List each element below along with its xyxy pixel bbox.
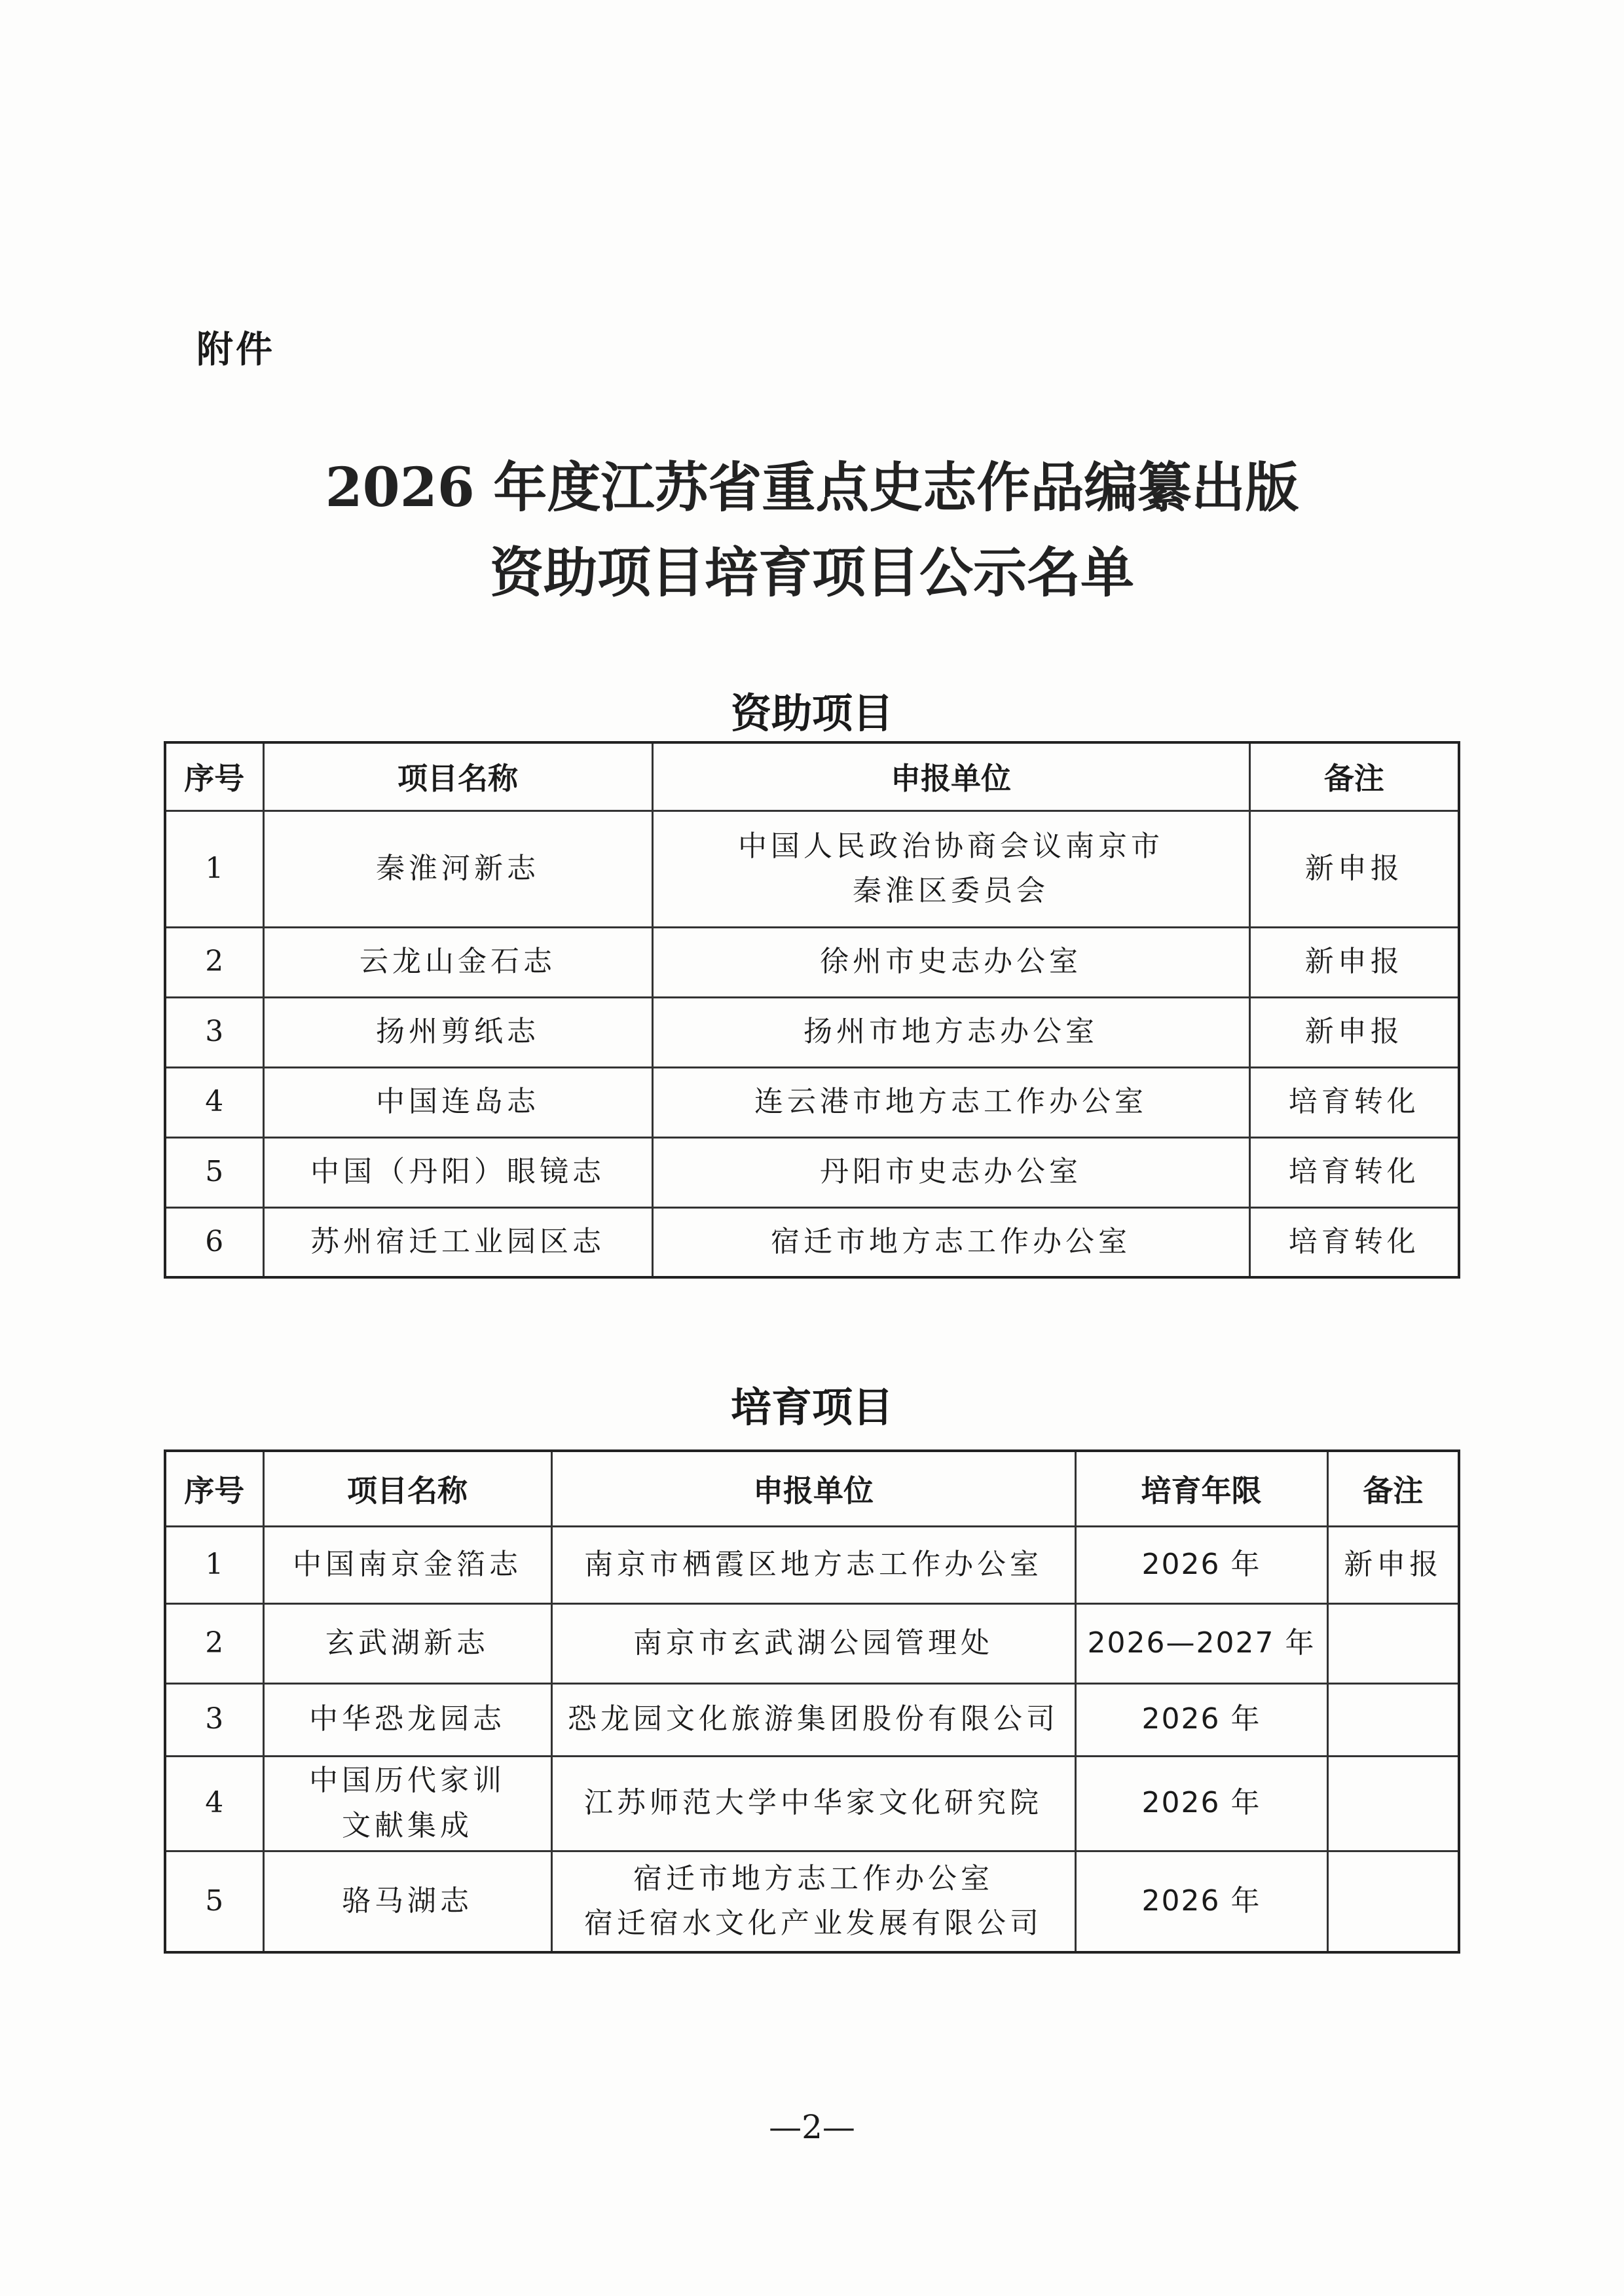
funded-section-title: 资助项目 (730, 689, 893, 737)
cell-unit: 宿迁市地方志工作办公室 (652, 1207, 1249, 1277)
cell-unit: 连云港市地方志工作办公室 (652, 1067, 1249, 1137)
table-header-row (165, 1451, 1459, 1526)
cell-years: 2026 年 (1075, 1526, 1327, 1603)
cell-unit: 南京市玄武湖公园管理处 (551, 1603, 1075, 1683)
cell-seq: 6 (165, 1207, 263, 1277)
cell-name: 玄武湖新志 (263, 1603, 551, 1683)
cell-note: 新申报 (1249, 997, 1459, 1067)
cell-seq: 3 (165, 1683, 263, 1756)
cell-note (1327, 1683, 1459, 1756)
cell-unit: 恐龙园文化旅游集团股份有限公司 (551, 1683, 1075, 1756)
cell-unit: 扬州市地方志办公室 (652, 997, 1249, 1067)
cell-seq: 2 (165, 927, 263, 997)
cell-note: 新申报 (1327, 1526, 1459, 1603)
cell-note: 培育转化 (1249, 1137, 1459, 1207)
cell-name (263, 1756, 551, 1851)
cell-name: 骆马湖志 (263, 1851, 551, 1952)
cell-note: 新申报 (1249, 811, 1459, 927)
table-row (165, 1207, 1459, 1277)
cell-seq: 5 (165, 1851, 263, 1952)
header-name: 项目名称 (263, 1451, 551, 1526)
unit-line: 秦淮区委员会 (853, 874, 1049, 907)
cell-years: 2026 年 (1075, 1851, 1327, 1952)
cultivation-projects-table (164, 1449, 1460, 1954)
document-title-line-2: 资助项目培育项目公示名单 (489, 541, 1134, 604)
cell-name: 中国连岛志 (263, 1067, 652, 1137)
cell-name: 云龙山金石志 (263, 927, 652, 997)
table-row (165, 1683, 1459, 1756)
cell-seq: 3 (165, 997, 263, 1067)
header-unit: 申报单位 (551, 1451, 1075, 1526)
cell-unit: 南京市栖霞区地方志工作办公室 (551, 1526, 1075, 1603)
unit-line: 宿迁市地方志工作办公室 (633, 1862, 993, 1896)
table-row (165, 811, 1459, 927)
cell-note: 培育转化 (1249, 1207, 1459, 1277)
cell-seq: 4 (165, 1756, 263, 1851)
header-name: 项目名称 (263, 742, 652, 811)
table-row (165, 1526, 1459, 1603)
cell-name: 中华恐龙园志 (263, 1683, 551, 1756)
unit-line: 中国人民政治协商会议南京市 (738, 829, 1164, 863)
cell-seq: 4 (165, 1067, 263, 1137)
header-seq: 序号 (165, 1451, 263, 1526)
cell-note (1327, 1756, 1459, 1851)
cultivation-section-title: 培育项目 (730, 1383, 893, 1431)
table-row (165, 997, 1459, 1067)
header-note: 备注 (1327, 1451, 1459, 1526)
cell-seq: 2 (165, 1603, 263, 1683)
cell-years: 2026—2027 年 (1075, 1603, 1327, 1683)
cell-unit (551, 1851, 1075, 1952)
table-row (165, 1603, 1459, 1683)
header-note: 备注 (1249, 742, 1459, 811)
cell-years: 2026 年 (1075, 1756, 1327, 1851)
name-line: 文献集成 (342, 1808, 473, 1842)
cell-years: 2026 年 (1075, 1683, 1327, 1756)
document-title-line-1: 2026 年度江苏省重点史志作品编纂出版 (325, 456, 1299, 519)
funded-projects-table (164, 741, 1460, 1279)
cell-seq: 1 (165, 811, 263, 927)
cell-note (1327, 1851, 1459, 1952)
cell-unit (652, 811, 1249, 927)
cell-note: 培育转化 (1249, 1067, 1459, 1137)
header-years: 培育年限 (1075, 1451, 1327, 1526)
cell-name: 扬州剪纸志 (263, 997, 652, 1067)
table-row (165, 1137, 1459, 1207)
cell-name: 中国南京金箔志 (263, 1526, 551, 1603)
cell-name: 苏州宿迁工业园区志 (263, 1207, 652, 1277)
cell-name: 中国（丹阳）眼镜志 (263, 1137, 652, 1207)
cell-note: 新申报 (1249, 927, 1459, 997)
cell-seq: 5 (165, 1137, 263, 1207)
name-line: 中国历代家训 (309, 1764, 506, 1798)
cell-name: 秦淮河新志 (263, 811, 652, 927)
cell-unit: 江苏师范大学中华家文化研究院 (551, 1756, 1075, 1851)
page-number: —2— (769, 2108, 855, 2146)
cell-unit: 丹阳市史志办公室 (652, 1137, 1249, 1207)
cell-unit: 徐州市史志办公室 (652, 927, 1249, 997)
header-unit: 申报单位 (652, 742, 1249, 811)
header-seq: 序号 (165, 742, 263, 811)
table-row (165, 1756, 1459, 1851)
unit-line: 宿迁宿水文化产业发展有限公司 (584, 1906, 1043, 1941)
table-row (165, 1851, 1459, 1952)
table-row (165, 1067, 1459, 1137)
table-header-row (165, 742, 1459, 811)
attachment-label: 附件 (196, 329, 275, 371)
cell-note (1327, 1603, 1459, 1683)
table-row (165, 927, 1459, 997)
cell-seq: 1 (165, 1526, 263, 1603)
